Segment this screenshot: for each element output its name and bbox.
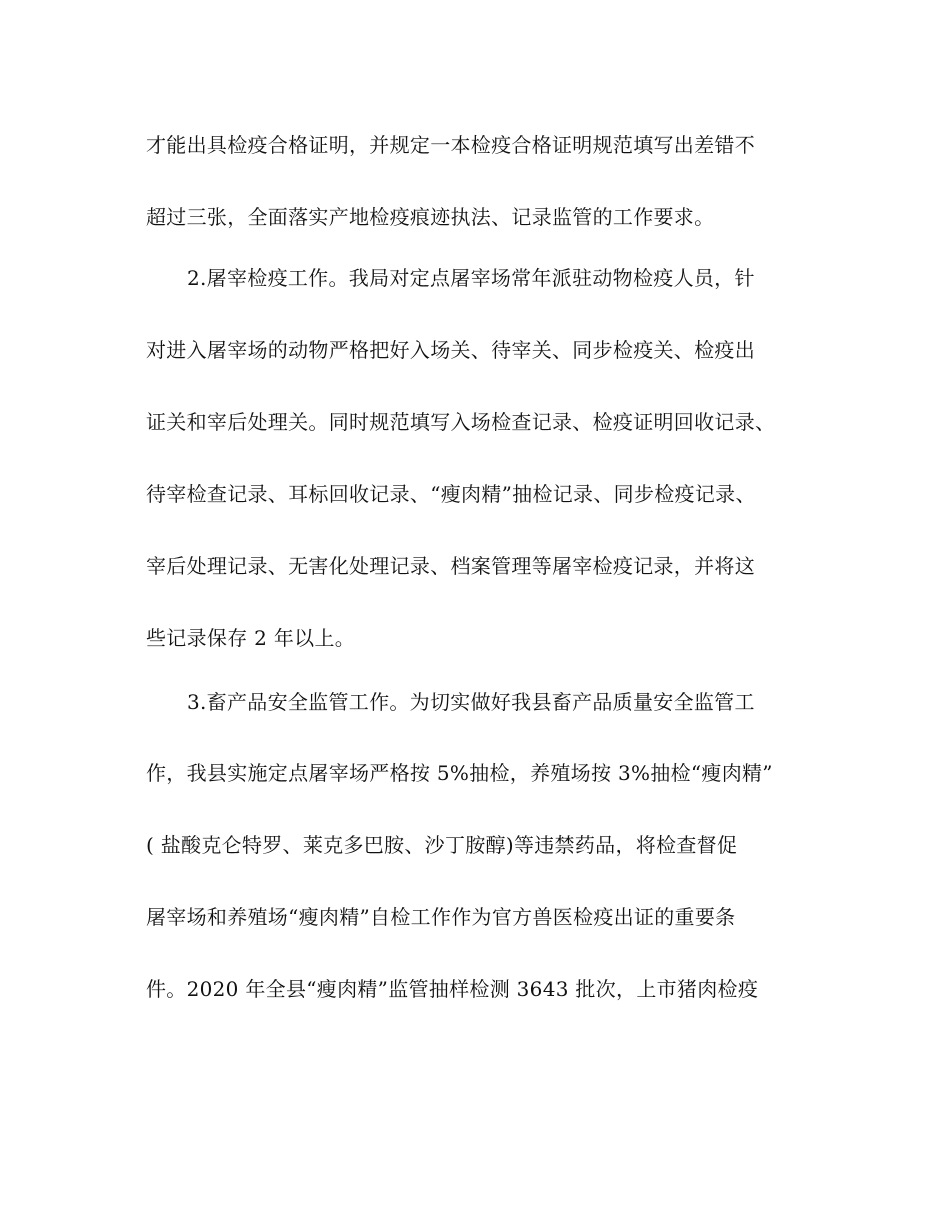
text-line: 超过三张，全面落实产地检疫痕迹执法、记录监管的工作要求。 bbox=[146, 205, 715, 229]
text-line: 待宰检查记录、耳标回收记录、“瘦肉精”抽检记录、同步检疫记录、 bbox=[146, 482, 756, 506]
text-line: 宰后处理记录、无害化处理记录、档案管理等屠宰检疫记录，并将这 bbox=[146, 554, 755, 578]
text-line: 些记录保存 2 年以上。 bbox=[146, 626, 356, 650]
paragraph-start-line: 3.畜产品安全监管工作。为切实做好我县畜产品质量安全监管工 bbox=[187, 690, 755, 714]
text-line: 件。2020 年全县“瘦肉精”监管抽样检测 3643 批次，上市猪肉检疫 bbox=[146, 977, 759, 1001]
text-line: 屠宰场和养殖场“瘦肉精”自检工作作为官方兽医检疫出证的重要条 bbox=[146, 905, 736, 929]
text-line: 才能出具检疫合格证明，并规定一本检疫合格证明规范填写出差错不 bbox=[146, 133, 755, 157]
text-line: ( 盐酸克仑特罗、莱克多巴胺、沙丁胺醇)等违禁药品，将检查督促 bbox=[146, 833, 738, 857]
text-line: 证关和宰后处理关。同时规范填写入场检查记录、检疫证明回收记录、 bbox=[146, 410, 776, 434]
text-line: 对进入屠宰场的动物严格把好入场关、待宰关、同步检疫关、检疫出 bbox=[146, 338, 755, 362]
paragraph-start-line: 2.屠宰检疫工作。我局对定点屠宰场常年派驻动物检疫人员，针 bbox=[187, 266, 755, 290]
text-line: 作，我县实施定点屠宰场严格按 5%抽检，养殖场按 3%抽检“瘦肉精” bbox=[146, 761, 773, 785]
